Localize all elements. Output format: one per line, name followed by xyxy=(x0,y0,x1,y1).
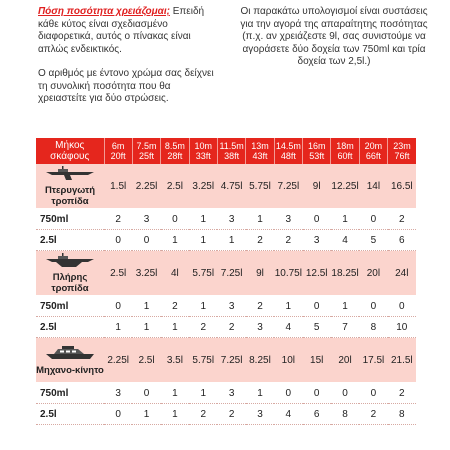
length-feet: 48ft xyxy=(280,151,296,161)
container-count-cell: 0 xyxy=(132,230,160,251)
container-count-cell: 1 xyxy=(246,209,274,230)
sailboat-full-keel-icon xyxy=(36,252,104,271)
container-count-cell: 1 xyxy=(104,317,132,338)
length-meters: 20m xyxy=(364,141,383,151)
total-quantity-cell: 15l xyxy=(303,338,331,383)
container-count-cell: 1 xyxy=(189,296,217,317)
length-meters: 14.5m xyxy=(275,141,301,151)
total-quantity-cell: 3.25l xyxy=(189,164,217,209)
container-row xyxy=(36,317,416,338)
length-feet: 60ft xyxy=(337,151,353,161)
table-header-row xyxy=(36,138,416,164)
container-count-cell: 3 xyxy=(246,404,274,425)
container-row xyxy=(36,230,416,251)
total-quantity-cell: 12.25l xyxy=(331,164,359,209)
intro-paragraph-1-text: Επειδή κάθε κύτος είναι σχεδιασμένο διαφορετικά, αυτός ο πίνακας είναι απλώς ενδεικτικός. xyxy=(38,6,205,55)
total-quantity-cell: 4.75l xyxy=(217,164,245,209)
container-count-cell: 1 xyxy=(217,230,245,251)
total-quantity-cell: 21.5l xyxy=(388,338,416,383)
total-quantity-cell: 17.5l xyxy=(359,338,387,383)
container-size-label: 2.5l xyxy=(36,404,104,425)
container-count-cell: 3 xyxy=(303,230,331,251)
length-feet: 43ft xyxy=(252,151,268,161)
container-count-cell: 4 xyxy=(331,230,359,251)
total-quantity-cell: 2.5l xyxy=(132,338,160,383)
sailboat-winged-keel-icon xyxy=(36,165,104,184)
container-count-cell: 1 xyxy=(132,317,160,338)
total-quantity-cell: 3.25l xyxy=(132,251,160,296)
container-count-cell: 8 xyxy=(331,404,359,425)
boat-type-cell xyxy=(36,164,104,209)
container-count-cell: 1 xyxy=(132,404,160,425)
boat-length-header: Μήκος σκάφους xyxy=(36,138,104,164)
container-count-cell: 2 xyxy=(217,317,245,338)
length-meters: 8.5m xyxy=(164,141,185,151)
total-quantity-cell: 10.75l xyxy=(274,251,302,296)
container-count-cell: 2 xyxy=(359,404,387,425)
container-count-cell: 8 xyxy=(388,404,416,425)
container-row xyxy=(36,209,416,230)
length-meters: 10m xyxy=(194,141,213,151)
container-count-cell: 2 xyxy=(388,383,416,404)
container-size-label: 750ml xyxy=(36,209,104,230)
container-count-cell: 5 xyxy=(359,230,387,251)
total-quantity-cell: 12.5l xyxy=(303,251,331,296)
container-size-label: 2.5l xyxy=(36,230,104,251)
length-feet: 20ft xyxy=(110,151,126,161)
total-quantity-cell: 3.5l xyxy=(161,338,189,383)
container-count-cell: 3 xyxy=(104,383,132,404)
container-count-cell: 3 xyxy=(217,209,245,230)
container-row xyxy=(36,404,416,425)
container-count-cell: 6 xyxy=(388,230,416,251)
length-meters: 16m xyxy=(307,141,326,151)
container-count-cell: 1 xyxy=(331,209,359,230)
container-count-cell: 1 xyxy=(132,296,160,317)
container-count-cell: 3 xyxy=(217,296,245,317)
container-count-cell: 2 xyxy=(104,209,132,230)
table-body xyxy=(36,164,416,425)
total-quantity-cell: 5.75l xyxy=(189,251,217,296)
container-count-cell: 1 xyxy=(161,230,189,251)
container-count-cell: 0 xyxy=(303,296,331,317)
container-count-cell: 4 xyxy=(274,317,302,338)
total-quantity-cell: 10l xyxy=(274,338,302,383)
container-count-cell: 2 xyxy=(246,296,274,317)
total-quantity-cell: 4l xyxy=(161,251,189,296)
container-count-cell: 2 xyxy=(388,209,416,230)
length-header-2 xyxy=(161,138,189,164)
container-count-cell: 5 xyxy=(303,317,331,338)
container-row xyxy=(36,296,416,317)
boat-type-row xyxy=(36,338,416,383)
container-count-cell: 0 xyxy=(161,209,189,230)
boat-type-label: Μηχανο-κίνητο xyxy=(36,364,104,376)
intro-right-column xyxy=(234,6,434,69)
container-count-cell: 3 xyxy=(132,209,160,230)
total-quantity-cell: 9l xyxy=(303,164,331,209)
total-quantity-cell: 5.75l xyxy=(189,338,217,383)
boat-type-cell xyxy=(36,338,104,383)
container-count-cell: 0 xyxy=(359,383,387,404)
container-count-cell: 3 xyxy=(217,383,245,404)
length-feet: 38ft xyxy=(224,151,240,161)
total-quantity-cell: 9l xyxy=(246,251,274,296)
container-count-cell: 1 xyxy=(189,230,217,251)
container-count-cell: 0 xyxy=(388,296,416,317)
length-header-8 xyxy=(331,138,359,164)
container-count-cell: 3 xyxy=(246,317,274,338)
intro-paragraph-1 xyxy=(38,6,220,56)
length-feet: 76ft xyxy=(394,151,410,161)
total-quantity-cell: 1.5l xyxy=(104,164,132,209)
container-count-cell: 0 xyxy=(104,404,132,425)
container-count-cell: 2 xyxy=(189,404,217,425)
container-count-cell: 0 xyxy=(132,383,160,404)
length-meters: 7.5m xyxy=(136,141,157,151)
total-quantity-cell: 5.75l xyxy=(246,164,274,209)
length-feet: 66ft xyxy=(365,151,381,161)
boat-type-cell xyxy=(36,251,104,296)
container-size-label: 2.5l xyxy=(36,317,104,338)
container-count-cell: 4 xyxy=(274,404,302,425)
length-header-5 xyxy=(246,138,274,164)
length-header-3 xyxy=(189,138,217,164)
container-count-cell: 0 xyxy=(359,209,387,230)
total-quantity-cell: 16.5l xyxy=(388,164,416,209)
container-count-cell: 6 xyxy=(303,404,331,425)
total-quantity-cell: 2.25l xyxy=(132,164,160,209)
container-count-cell: 1 xyxy=(161,404,189,425)
total-quantity-cell: 7.25l xyxy=(217,338,245,383)
container-count-cell: 8 xyxy=(359,317,387,338)
container-count-cell: 0 xyxy=(303,383,331,404)
container-count-cell: 2 xyxy=(246,230,274,251)
container-count-cell: 2 xyxy=(217,404,245,425)
container-count-cell: 1 xyxy=(331,296,359,317)
container-count-cell: 2 xyxy=(274,230,302,251)
boat-type-row xyxy=(36,251,416,296)
container-count-cell: 1 xyxy=(189,209,217,230)
total-quantity-cell: 20l xyxy=(359,251,387,296)
container-count-cell: 0 xyxy=(274,383,302,404)
total-quantity-cell: 8.25l xyxy=(246,338,274,383)
container-row xyxy=(36,383,416,404)
total-quantity-cell: 2.5l xyxy=(161,164,189,209)
total-quantity-cell: 7.25l xyxy=(217,251,245,296)
length-feet: 53ft xyxy=(309,151,325,161)
motorboat-icon xyxy=(36,345,104,364)
container-size-label: 750ml xyxy=(36,383,104,404)
length-meters: 6m xyxy=(111,141,125,151)
length-header-6 xyxy=(274,138,302,164)
total-quantity-cell: 7.25l xyxy=(274,164,302,209)
container-count-cell: 0 xyxy=(331,383,359,404)
container-count-cell: 7 xyxy=(331,317,359,338)
boat-type-label: Πτερυγωτή τροπίδα xyxy=(44,185,96,207)
length-feet: 33ft xyxy=(195,151,211,161)
length-header-9 xyxy=(359,138,387,164)
total-quantity-cell: 24l xyxy=(388,251,416,296)
total-quantity-cell: 14l xyxy=(359,164,387,209)
container-count-cell: 10 xyxy=(388,317,416,338)
container-count-cell: 1 xyxy=(274,296,302,317)
container-count-cell: 3 xyxy=(274,209,302,230)
container-count-cell: 0 xyxy=(104,296,132,317)
container-count-cell: 1 xyxy=(246,383,274,404)
length-meters: 18m xyxy=(336,141,354,151)
total-quantity-cell: 2.25l xyxy=(104,338,132,383)
intro-left-column xyxy=(38,6,220,106)
container-count-cell: 1 xyxy=(161,383,189,404)
intro-paragraph-2: Ο αριθμός με έντονο χρώμα σας δείχνει τη συνολική ποσότητα που θα χρειαστείτε για δύο στρώσεις. xyxy=(38,68,214,104)
total-quantity-cell: 2.5l xyxy=(104,251,132,296)
length-header-1 xyxy=(132,138,160,164)
intro-paragraph-3: Οι παρακάτω υπολογισμοί είναι συστάσεις για την αγορά της απαραίτητης ποσότητας (π.χ. αν χρειάζεστε 9l, σας συνιστούμε να αγοράσετε δύο δοχεία των 750ml και τρία δοχεία των 2,5l.) xyxy=(240,6,428,67)
length-header-0 xyxy=(104,138,132,164)
container-count-cell: 2 xyxy=(161,296,189,317)
container-size-label: 750ml xyxy=(36,296,104,317)
length-feet: 28ft xyxy=(167,151,183,161)
total-quantity-cell: 20l xyxy=(331,338,359,383)
length-meters: 13m xyxy=(251,141,269,151)
boat-type-label: Πλήρης τροπίδα xyxy=(51,272,89,294)
length-header-4 xyxy=(217,138,245,164)
container-count-cell: 1 xyxy=(161,317,189,338)
length-header-10 xyxy=(388,138,416,164)
length-header-7 xyxy=(303,138,331,164)
length-feet: 25ft xyxy=(139,151,155,161)
intro-text xyxy=(38,6,438,126)
length-meters: 11.5m xyxy=(219,141,244,151)
container-count-cell: 0 xyxy=(359,296,387,317)
length-meters: 23m xyxy=(393,141,411,151)
container-count-cell: 2 xyxy=(189,317,217,338)
paint-quantity-table xyxy=(36,138,416,425)
container-count-cell: 0 xyxy=(104,230,132,251)
boat-type-row xyxy=(36,164,416,209)
container-count-cell: 0 xyxy=(303,209,331,230)
intro-heading: Πόση ποσότητα χρειάζομαι; xyxy=(38,6,170,17)
total-quantity-cell: 18.25l xyxy=(331,251,359,296)
container-count-cell: 1 xyxy=(189,383,217,404)
